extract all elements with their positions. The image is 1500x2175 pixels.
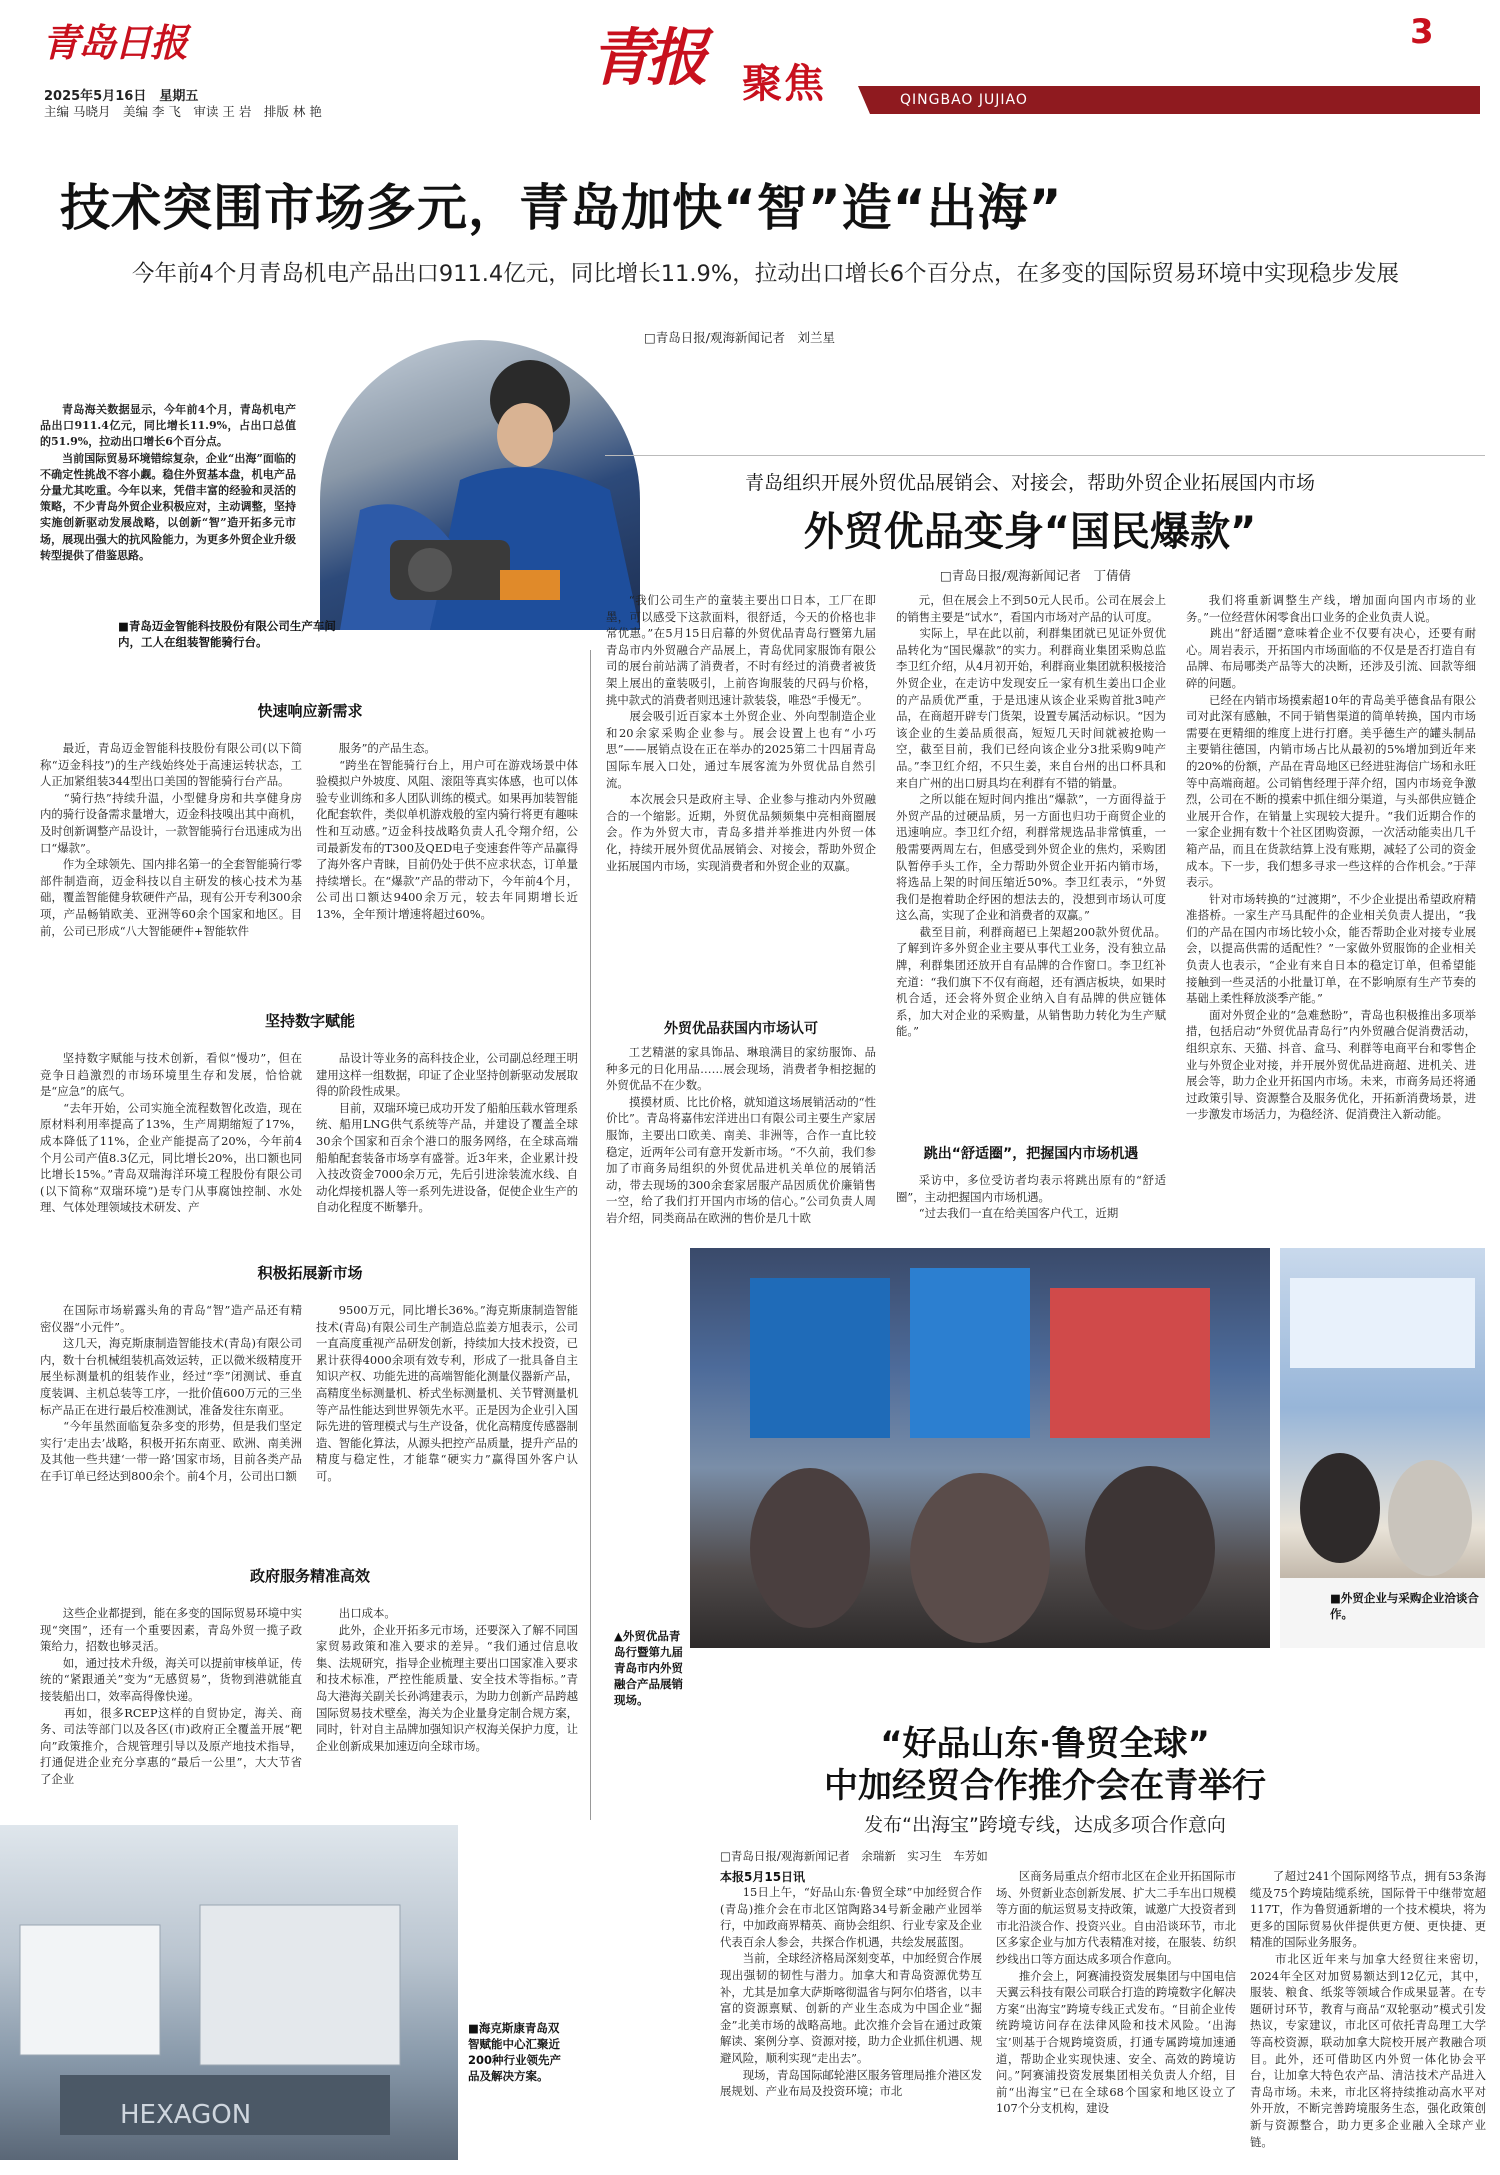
story2-kicker: 青岛组织开展外贸优品展销会、对接会，帮助外贸企业拓展国内市场 [744,472,1315,494]
story3-headline-2: 中加经贸合作推介会在青举行 [824,1766,1266,1806]
section-title-3: 积极拓展新市场 [257,1264,363,1282]
section-logo-text: 聚焦 [742,61,826,107]
expo-photo-caption-right: ■外贸企业与采购企业洽谈合作。 [1330,1591,1479,1621]
story3-col2: 区商务局重点介绍市北区在企业开拓国际市场、外贸新业态创新发展、扩大二手车出口规模等方面的航运贸易支持政策，诚邀广大投资者到市北沿淡合作、投资兴业。自由沿谈环节，市北区多家企业与加方代表精准对接，在服装、纺织纱线出口等方面达成多项合作意向。 推介会上，阿赛浦投资发展集团与中国电信天翼云科技有限公司联合打造的跨境数字化解决方案“出海宝”跨境专线正式发布。“目前企业传统跨境访问存在法律风险和技术风险。‘出海宝’则基于合规跨境资质，打通专属跨境加速通道，帮助企业实现快速、安全、高效的跨境访问。”阿赛浦投资发展集团相关负责人介绍，目前“出海宝”已在全球68个国家和地区设立了107个分支机构，建设 [996,1869,1236,2116]
section-title-2: 坚持数字赋能 [264,1012,355,1030]
worker-illustration [320,340,640,630]
story2-top-rule [605,455,1485,456]
svg-text:HEXAGON: HEXAGON [120,2100,252,2130]
page-number: 3 [1410,12,1434,52]
story2-col3: 我们将重新调整生产线，增加面向国内市场的业务。”一位经营休闲零食出口业务的企业负责人说。 跳出“舒适圈”意味着企业不仅要有决心，还要有耐心。周岩表示，开拓国内市场面临的不仅是是否打造自有品牌、布局哪类产品等大的决断，还涉及引流、回款等细碎的问题。 已经在内销市场摸索超10年的青岛美乎德食品有限公司对此深有感触，不同于销售渠道的简单转换，国内市场需要在更精细的维度上进行打磨。美乎德生产的罐头制品主要销往德国，内销市场占比从最初的5%增加到近年来的20%的份额，产品在青岛地区已经进驻海信广场和永旺等中高端商超。公司销售经理于萍介绍，国内市场竞争激烈，公司在不断的摸索中抓住细分渠道，与头部供应链企业展开合作，在销量上实现较大提升。“我们近期合作的一家企业拥有数十个社区团购资源，一次活动能卖出几千箱产品，而且在货款结算上没有账期，减轻了公司的资金成本。下一步，我们想多寻求一些这样的合作机会。”于萍表示。 针对市场转换的“过渡期”，不少企业提出希望政府精准搭桥。一家生产马具配件的企业相关负责人提出，“我们的产品在国内市场比较小众，能否帮助企业对接专业展会，以提高供需的适配性？”一家做外贸服饰的企业相关负责人也表示，“企业有来自日本的稳定订单，但希望能接触到一些灵活的小批量订单，在不影响原有生产节奏的基础上柔性释放淡季产能。” 面对外贸企业的“急难愁盼”，青岛也积极推出多项举措，包括启动“外贸优品青岛行”内外贸融合促消费活动，组织京东、天猫、抖音、盒马、利群等电商平台和零售企业与外贸企业对接，并开展外贸优品进商超、进机关、进展会等，助力企业开拓国内市场。未来，市商务局还将通过政策引导、资源整合及服务优化，开拓新消费场景，进一步激发市场活力，为稳经济、促消费注入新动能。 [1186,593,1476,1122]
lead-intro: 青岛海关数据显示，今年前4个月，青岛机电产品出口911.4亿元，同比增长11.9%，占出口总值的51.9%，拉动出口增长6个百分点。 当前国际贸易环境错综复杂，企业“出海”面临的不确定性挑战不容小觑。稳住外贸基本盘，机电产品分量尤其吃重。今年以来，凭借丰富的经验和灵活的策略，不少青岛外贸企业积极应对，主动调整，坚持实施创新驱动发展战略，以创新“智”造开拓多元市场，展现出强大的抗风险能力，为更多外贸企业升级转型提供了借鉴思路。 [40,403,296,562]
story2-col1b: 工艺精湛的家具饰品、琳琅满目的家纺服饰、品种多元的日化用品……展会现场，消费者争相挖掘的外贸优品不在少数。 摸摸材质、比比价格，就知道这场展销活动的“性价比”。青岛将嘉伟宏洋进出口有限公司主要生产家居服饰，主要出口欧美、南美、非洲等，合作一直比较稳定，近两年公司有意开发新市场。“不久前，我们参加了市商务局组织的外贸优品进机关单位的展销活动，带去现场的300余套家居服产品因质优价廉销售一空，给了我们打开国内市场的信心。”公司负责人周岩介绍，同类商品在欧洲的售价是几十欧 [606,1045,876,1225]
masthead [0,0,1500,120]
hexagon-photo-caption: ■海克斯康青岛双智赋能中心汇聚近200种行业领先产品及解决方案。 [468,2021,562,2083]
lead-photo-caption: ■青岛迈金智能科技股份有限公司生产车间内，工人在组装智能骑行台。 [118,619,336,649]
expo-crowd-illustration [690,1248,1270,1648]
section-logo-script: 青报 [590,21,703,94]
negotiation-illustration [1280,1248,1485,1648]
section-pinyin: QINGBAO JUJIAO [900,92,1028,108]
section-1-left: 最近，青岛迈金智能科技股份有限公司(以下简称“迈金科技”)的生产线始终处于高速运转状态，工人正加紧组装344型出口美国的智能骑行台产品。 “骑行热”持续升温，小型健身房和共享健身房内的骑行设备需求量增大，迈金科技嗅出其中商机，及时创新调整产品设计，一款智能骑行台迅速成为出口“爆款”。 作为全球领先、国内排名第一的全套智能骑行零部件制造商，迈金科技以自主研发的核心技术为基础，覆盖智能健身软硬件产品，现有公开专利300余项，产品畅销欧美、亚洲等60余个国家和地区。目前，公司已形成“八大智能硬件+智能软件 [40,741,302,938]
story2-col2b: 采访中，多位受访者均表示将跳出原有的“舒适圈”，主动把握国内市场机遇。 “过去我们一直在给美国客户代工，近期 [896,1173,1166,1221]
section-2-left: 坚持数字赋能与技术创新，看似“慢功”，但在竞争日趋激烈的市场环境里生存和发展，恰恰就是“应急”的底气。 “去年开始，公司实施全流程数智化改造，现在原材料利用率提高了13%，生产周期缩短了17%，成本降低了11%，企业产能提高了20%，今年前4个月公司产值8.3亿元，同比增长20%，出口额也同比增长15%。”青岛双瑞海洋环境工程股份有限公司(以下简称“双瑞环境”)是专门从事腐蚀控制、水处理、气体处理领域技术研发、产 [40,1051,302,1215]
story3-col3: 了超过241个国际网络节点，拥有53条海缆及75个跨境陆缆系统，国际骨干中继带宽超117T，作为鲁贸通新增的一个技术模块，将为更多的国际贸易伙伴提供更方便、更快捷、更精准的国际业务服务。 市北区近年来与加拿大经贸往来密切，2024年全区对加贸易额达到12亿元，其中，服装、粮食、纸浆等领域合作成果显著。在专题研讨环节，教育与商品“双轮驱动”模式引发热议，专家建议，市北区可依托青岛理工大学等高校资源，联动加拿大院校开展产教融合项目。此外，还可借助区内外贸一体化协会平台，让加拿大特色农产品、清洁技术产品进入青岛市场。未来，市北区将持续推动高水平对外开放，不断完善跨境服务生态，强化政策创新与资源整合，助力更多企业融入全球产业链。 [1250,1869,1486,2149]
section-1-right: 服务”的产品生态。 “跨坐在智能骑行台上，用户可在游戏场景中体验模拟户外坡度、风阻、滚阻等真实体感，也可以体验专业训练和多人团队训练的模式。如果再加装智能化配套软件，类似单机游戏般的室内骑行将更有趣味性和互动感。”迈金科技战略负责人孔令翔介绍，公司最新发布的T300及QED电子变速套件等产品赢得了海外客户青睐，目前仍处于供不应求状态，订单量持续增长。在“爆款”产品的带动下，今年前4个月，公司出口额达9400余万元，较去年同期增长近13%，全年预计增速将超过60%。 [316,741,578,921]
story2-col2: 元，但在展会上不到50元人民币。公司在展会上的销售主要是“试水”，看国内市场对产品的认可度。 实际上，早在此以前，利群集团就已见证外贸优品转化为“国民爆款”的实力。利群商业集团采购总监李卫红介绍，从4月初开始，利群商业集团就积极接洽外贸企业，在走访中发现安丘一家有机生姜出口企业的产品质优严重，于是迅速从该企业采购首批3吨产品，在商超开辟专门货架，设置专属活动标识。“因为该企业的生姜品质很高，短短几天时间就被抢购一空，截至目前，我们已经向该企业分3批采购9吨产品。”李卫红介绍，不只生姜，来自台州的出口杯具和来自广州的出口厨具均在利群有不错的销量。 之所以能在短时间内推出“爆款”，一方面得益于外贸产品的过硬品质，另一方面也归功于商贸企业的迅速响应。李卫红介绍，利群常规选品非常慎重，一般需要两周左右，但感受到外贸企业的焦灼，采购团队暂停手头工作，全力帮助外贸企业开拓内销市场，将选品上架的时间压缩近50%。李卫红表示，“外贸我们是抱着助企纾困的想法去的，没想到市场认可度这么高，实现了企业和消费者的双赢。” 截至目前，利群商超已上架超200款外贸优品。了解到许多外贸企业主要从事代工业务，没有独立品牌，利群集团还放开自有品牌的合作窗口。李卫红补充道：“我们旗下不仅有商超，还有酒店板块，如果时机合适，还会将外贸企业纳入自有品牌的供应链体系，加大对企业的采购量，从销售助力转化为生产赋能。” [896,593,1166,1039]
expo-photo-main [690,1248,1270,1648]
story3-col1: 15日上午，“好品山东·鲁贸全球”中加经贸合作(青岛)推介会在市北区馆陶路34号新金融产业园举行，中加政商界精英、商协会组织、行业专家及企业代表百余人参会，共探合作机遇，共绘发展蓝图。 当前，全球经济格局深刻变革，中加经贸合作展现出强韧的韧性与潜力。加拿大和青岛资源优势互补，尤其是加拿大萨斯喀彻温省与阿尔伯塔省，以丰富的资源禀赋、创新的产业生态成为中国企业“掘金”北美市场的战略高地。此次推介会旨在通过政策解读、案例分享、资源对接，助力企业抓住机遇、规避风险，顺利实现“走出去”。 现场，青岛国际邮轮港区服务管理局推介港区发展规划、产业布局及投资环境；市北 [720,1885,982,2099]
expo-photo-caption-left: ▲外贸优品青岛行暨第九届青岛市内外贸融合产品展销现场。 [614,1629,683,1707]
story3-deck: 发布“出海宝”跨境专线，达成多项合作意向 [864,1814,1226,1836]
paper-logo: 青岛日报 [42,20,187,65]
section-2-right: 品设计等业务的高科技企业，公司副总经理王明建用这样一组数据，印证了企业坚持创新驱动发展取得的阶段性成果。 目前，双瑞环境已成功开发了船舶压载水管理系统、船用LNG供气系统等产品，并建设了覆盖全球30余个国家和百余个港口的服务网络，在全球高端船舶配套装备市场享有盛誉。近3年来，企业累计投入技改资金7000余万元，先后引进涂装流水线、自动化焊接机器人等一系列先进设备，促使企业生产的自动化程度不断攀升。 [316,1051,579,1215]
story2-col2-subhead: 跳出“舒适圈”，把握国内市场机遇 [923,1146,1139,1162]
section-title-4: 政府服务精准高效 [249,1567,370,1585]
story3-byline: □青岛日报/观海新闻记者 余瑞新 实习生 车芳如 [720,1849,988,1863]
lead-photo [320,340,640,630]
story2-headline: 外贸优品变身“国民爆款” [803,509,1257,555]
staff-line: 主编 马晓月 美编 李 飞 审读 王 岩 排版 林 艳 [44,104,322,119]
story3-headline-1: “好品山东·鲁贸全球” [880,1724,1210,1764]
date-line: 2025年5月16日 星期五 [44,89,199,104]
section-title-1: 快速响应新需求 [257,702,363,720]
lead-byline: □青岛日报/观海新闻记者 刘兰星 [644,330,836,345]
story2-byline: □青岛日报/观海新闻记者 丁倩倩 [940,568,1132,583]
hexagon-showroom-photo [0,1825,458,2160]
showroom-illustration [0,1825,458,2160]
section-4-left: 这些企业都提到，能在多变的国际贸易环境中实现“突围”，还有一个重要因素，青岛外贸一揽子政策给力，招数也够灵活。 如，通过技术升级，海关可以提前审核单证，传统的“紧跟通关”变为“无感贸易”，货物到港就能直接装船出口，效率高得像快递。 再如，很多RCEP这样的自贸协定，海关、商务、司法等部门以及各区(市)政府正全覆盖开展“靶向”政策推介，合规管理引导以及原产地技术指导，打通促进企业充分享惠的“最后一公里”，大大节省了企业 [40,1606,303,1786]
column-divider [590,650,591,1820]
story3-col1-lead: 本报5月15日讯 [720,1870,806,1884]
story2-col1-subhead: 外贸优品获国内市场认可 [664,1021,818,1037]
lead-headline: 技术突围市场多元，青岛加快“智”造“出海” [60,179,1063,237]
expo-photo-right [1280,1248,1485,1648]
story2-col1: “我们公司生产的童装主要出口日本，工厂在即墨，可以感受下这款面料，很舒适，今天的价格也非常优惠。”在5月15日启幕的外贸优品青岛行暨第九届青岛市内外贸融合产品展上，青岛优同家服饰有限公司的展台前站满了消费者，不时有经过的消费者被货架上展出的童装吸引，上前咨询服装的尺码与价格，挑中款式的消费者则迅速计款装袋，唯恐“手慢无”。 展会吸引近百家本土外贸企业、外向型制造企业和20余家采购企业参与。展会设置上也有“小巧思”——展销点设在正在举办的2025第二十四届青岛国际车展入口处，通过车展客流为外贸优品自然引流。 本次展会只是政府主导、企业参与推动内外贸融合的一个缩影。近期，外贸优品频频集中亮相商圈展会。作为外贸大市，青岛多措并举推进内外贸一体化，持续开展外贸优品展销会、对接会，帮助外贸企业拓展国内市场，实现消费者和外贸企业的双赢。 [606,593,876,873]
lead-deck: 今年前4个月青岛机电产品出口911.4亿元，同比增长11.9%，拉动出口增长6个百分点，在多变的国际贸易环境中实现稳步发展 [132,261,1400,287]
section-4-right: 出口成本。 此外，企业开拓多元市场，还要深入了解不同国家贸易政策和准入要求的差异。“我们通过信息收集、法规研究，指导企业梳理主要出口国家准入要求和技术标准，严控性能质量、安全技术等指标。”青岛大港海关副关长孙鸿建表示，为助力创新产品跨越国际贸易技术壁垒，海关为企业量身定制合规方案，同时，针对自主品牌加强知识产权海关保护力度，让企业创新成果加速迈向全球市场。 [316,1606,578,1753]
section-3-left: 在国际市场崭露头角的青岛“智”造产品还有精密仪器“小元件”。 这几天，海克斯康制造智能技术(青岛)有限公司内，数十台机械组装机高效运转，正以微米级精度开展坐标测量机的组装作业，经过“孪”闭测试、垂直度装调、主机总装等工序，一批价值600万元的三坐标产品正在进行最后校准测试，准备发往东南亚。 “今年虽然面临复杂多变的形势，但是我们坚定实行‘走出去’战略，积极开拓东南亚、欧洲、南美洲及其他一些共建‘一带一路’国家市场，目前各类产品在手订单已经达到800余个。前4个月，公司出口额 [40,1303,302,1483]
section-3-right: 9500万元，同比增长36%。”海克斯康制造智能技术(青岛)有限公司生产制造总监姜方旭表示，公司一直高度重视产品研发创新，持续加大技术投资，已累计获得4000余项有效专利，形成了一批具备自主知识产权、功能先进的高端智能化测量仪器新产品，高精度坐标测量机、桥式坐标测量机、关节臂测量机等产品性能达到世界领先水平。正是因为企业引入国际先进的管理模式与生产设备，优化高精度传感器制造、智能化算法，从源头把控产品质量，提升产品的精度与稳定性，才能靠“硬实力”赢得国外客户认可。 [316,1303,578,1483]
